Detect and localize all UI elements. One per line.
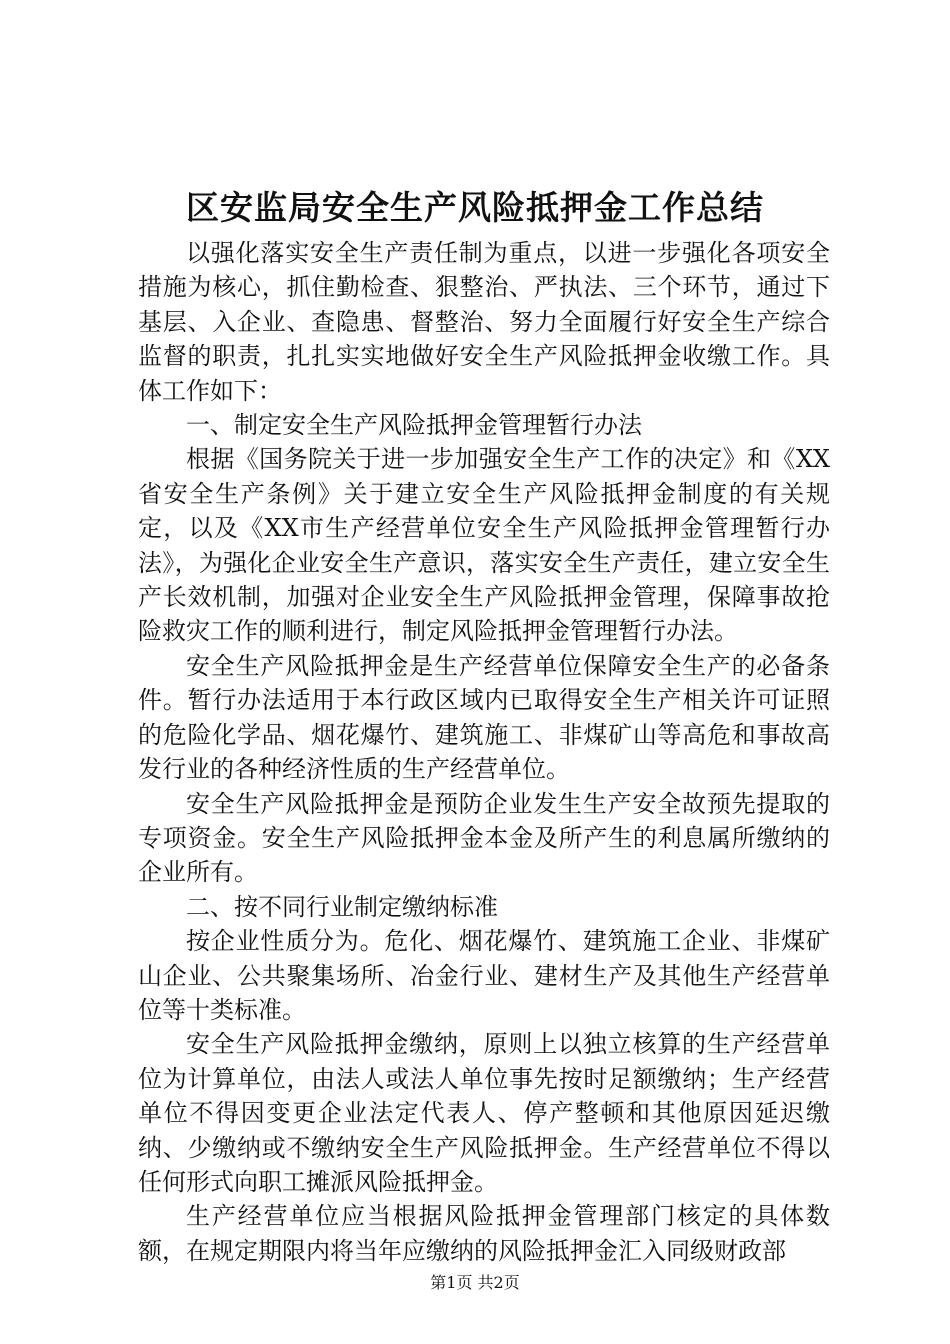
paragraph-payment-deadline: 生产经营单位应当根据风险抵押金管理部门核定的具体数额，在规定期限内将当年应缴纳的风险抵押金汇入同级财政部 (138, 1202, 830, 1265)
paragraph-intro: 以强化落实安全生产责任制为重点，以进一步强化各项安全措施为核心，抓住勤检查、狠整治、严执法、三个环节，通过下基层、入企业、查隐患、督整治、努力全面履行好安全生产综合监督的职责，扎扎实实地做好安全生产风险抵押金收缴工作。具体工作如下： (138, 239, 830, 405)
paragraph-purpose: 安全生产风险抵押金是预防企业发生生产安全故预先提取的专项资金。安全生产风险抵押金本金及所产生的利息属所缴纳的企业所有。 (138, 789, 830, 887)
paragraph-payment-rules: 安全生产风险抵押金缴纳，原则上以独立核算的生产经营单位为计算单位，由法人或法人单位事先按时足额缴纳；生产经营单位不得因变更企业法定代表人、停产整顿和其他原因延迟缴纳、少缴纳或不缴纳安全生产风险抵押金。生产经营单位不得以任何形式向职工摊派风险抵押金。 (138, 1030, 830, 1196)
paragraph-categories: 按企业性质分为。危化、烟花爆竹、建筑施工企业、非煤矿山企业、公共聚集场所、冶金行业、建材生产及其他生产经营单位等十类标准。 (138, 927, 830, 1024)
page-footer: 第1页 共2页 (430, 1273, 520, 1292)
page-title: 区安监局安全生产风险抵押金工作总结 (186, 188, 764, 227)
section-heading-2: 二、按不同行业制定缴纳标准 (186, 892, 498, 921)
section-heading-1: 一、制定安全生产风险抵押金管理暂行办法 (186, 411, 642, 440)
document-body (138, 236, 830, 1268)
paragraph-scope: 安全生产风险抵押金是生产经营单位保障安全生产的必备条件。暂行办法适用于本行政区域内已取得安全生产相关许可证照的危险化学品、烟花爆竹、建筑施工、非煤矿山等高危和事故高发行业的各种经济性质的生产经营单位。 (138, 651, 830, 784)
paragraph-basis: 根据《国务院关于进一步加强安全生产工作的决定》和《XX省安全生产条例》关于建立安全生产风险抵押金制度的有关规定，以及《XX市生产经营单位安全生产风险抵押金管理暂行办法》，为强化企业安全生产意识，落实安全生产责任，建立安全生产长效机制，加强对企业安全生产风险抵押金管理，保障事故抢险救灾工作的顺利进行，制定风险抵押金管理暂行办法。 (138, 445, 830, 646)
